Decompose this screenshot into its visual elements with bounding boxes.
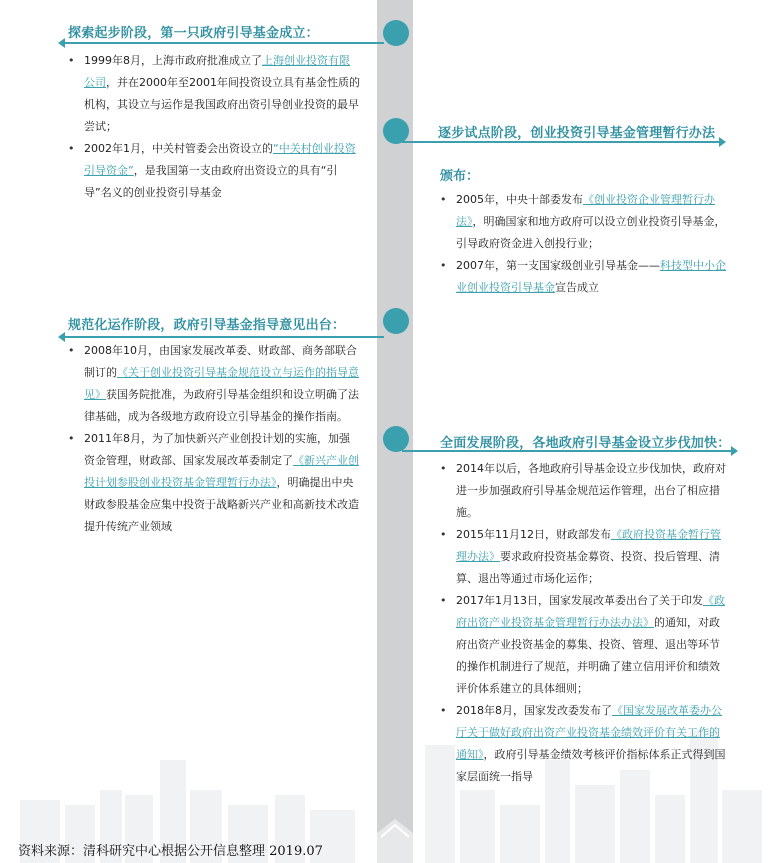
- stage1-item-highlight: 上海创业投资有限公司: [84, 54, 350, 89]
- stage4-item-highlight: 《政府投资基金暂行管理办法》: [456, 528, 721, 563]
- stage3-item: • 2008年10月，由国家发展改革委、财政部、商务部联合制订的《关于创业投资引导基金规范设立与运作的指导意见》获国务院批准，为政府引导基金组织和设立明确了法律基础，成为各级地方政府设立引导基金的操作指南。: [68, 340, 360, 428]
- stage2-item: • 2005年，中央十部委发布《创业投资企业管理暂行办法》，明确国家和地方政府可以设立创业投资引导基金，引导政府资金进入创投行业；: [440, 189, 728, 255]
- stage2-heading: 逐步试点阶段，创业投资引导基金管理暂行办法: [438, 126, 716, 141]
- stage1-item: • 1999年8月，上海市政府批准成立了上海创业投资有限公司，并在2000年至2001年间投资设立具有基金性质的机构，其设立与运作是我国政府出资引导创业投资的最早尝试；: [68, 50, 360, 138]
- stage3-item-list: [68, 340, 360, 538]
- stage3-timeline-dot: [383, 308, 409, 334]
- stage3-item: • 2011年8月，为了加快新兴产业创投计划的实施，加强资金管理，财政部、国家发展改革委制定了《新兴产业创投计划参股创业投资基金管理暂行办法》，明确提出中央财政参股基金应集中投资于战略新兴产业和高新技术改造提升传统产业领域: [68, 428, 360, 538]
- stage2-connector-arrow: [402, 141, 720, 143]
- stage4-timeline-dot: [383, 426, 409, 452]
- stage4-item: • 2017年1月13日，国家发展改革委出台了关于印发《政府出资产业投资基金管理暂行办法办法》的通知，对政府出资产业投资基金的募集、投资、管理、退出等环节的操作机制进行了规范，并明确了建立信用评价和绩效评价体系建立的具体细则；: [440, 590, 730, 700]
- stage1-item-list: [68, 50, 360, 204]
- source-caption: 资料来源：清科研究中心根据公开信息整理 2019.07: [18, 844, 323, 859]
- stage2-subheading: 颁布：: [440, 169, 480, 184]
- stage2-item-highlight: 《创业投资企业管理暂行办法》: [456, 193, 715, 228]
- stage1-timeline-dot: [383, 20, 409, 46]
- stage2-item-highlight: 科技型中小企业创业投资引导基金: [456, 259, 726, 294]
- stage4-item-highlight: 《国家发展改革委办公厅关于做好政府出资产业投资基金绩效评价有关工作的通知》: [456, 704, 722, 761]
- stage4-heading: 全面发展阶段，各地政府引导基金设立步伐加快：: [440, 436, 731, 451]
- stage4-item: • 2014年以后，各地政府引导基金设立步伐加快，政府对进一步加强政府引导基金规范运作管理，出台了相应措施。: [440, 458, 730, 524]
- stage4-item-list: [440, 458, 730, 788]
- stage3-item-highlight: 《新兴产业创投计划参股创业投资基金管理暂行办法》: [84, 454, 359, 489]
- stage1-item-highlight: “中关村创业投资引导资金”: [84, 142, 356, 177]
- stage1-heading: 探索起步阶段，第一只政府引导基金成立：: [68, 26, 319, 41]
- stage3-item-highlight: 《关于创业投资引导基金规范设立与运作的指导意见》: [84, 366, 359, 401]
- stage2-item: • 2007年，第一支国家级创业引导基金——科技型中小企业创业投资引导基金宣告成立: [440, 255, 728, 299]
- stage3-heading: 规范化运作阶段，政府引导基金指导意见出台：: [68, 318, 346, 333]
- stage2-item-list: [440, 189, 728, 299]
- stage3-connector-arrow: [64, 336, 384, 338]
- stage1-item: • 2002年1月，中关村管委会出资设立的“中关村创业投资引导资金”，是我国第一支由政府出资设立的具有“引导”名义的创业投资引导基金: [68, 138, 360, 204]
- stage4-item-highlight: 《政府出资产业投资基金管理暂行办法办法》: [456, 594, 725, 629]
- stage2-timeline-dot: [383, 118, 409, 144]
- stage4-item: • 2015年11月12日，财政部发布《政府投资基金暂行管理办法》要求政府投资基金募资、投资、投后管理、清算、退出等通过市场化运作；: [440, 524, 730, 590]
- stage4-item: • 2018年8月，国家发改委发布了《国家发展改革委办公厅关于做好政府出资产业投资基金绩效评价有关工作的通知》，政府引导基金绩效考核评价指标体系正式得到国家层面统一指导: [440, 700, 730, 788]
- stage1-connector-arrow: [64, 42, 384, 44]
- timeline-end-arrow: [377, 815, 413, 863]
